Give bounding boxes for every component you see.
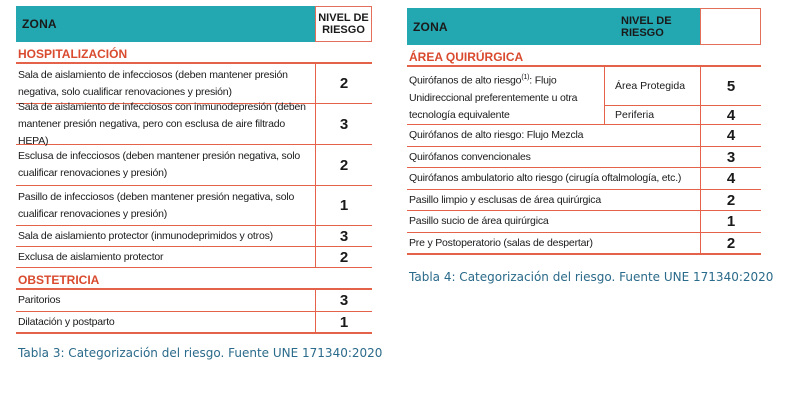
header-nivel: NIVEL DE RIESGO xyxy=(315,6,372,42)
row-label: Sala de aislamiento de infecciosos con inmunodepresión (deben mantener presión negativa, pero con esclusa de aire filtrado HEPA) xyxy=(18,100,306,147)
table-row xyxy=(407,233,761,255)
subrow-label: Área Protegida xyxy=(604,67,700,105)
row-value: 2 xyxy=(700,233,761,253)
row-value: 2 xyxy=(315,145,372,185)
table-4-caption: Tabla 4: Categorización del riesgo. Fuente UNE 171340:2020 xyxy=(409,270,774,284)
row-value: 3 xyxy=(700,147,761,167)
subrow-value: 5 xyxy=(700,67,761,105)
table-row xyxy=(407,125,761,147)
table-row xyxy=(407,211,761,233)
subrow-value: 4 xyxy=(700,106,761,124)
table-row xyxy=(16,290,372,312)
row-value: 1 xyxy=(315,186,372,225)
row-value: 3 xyxy=(315,226,372,246)
header-zona: ZONA xyxy=(407,8,615,45)
row-label: Pasillo de infecciosos (deben mantener presión negativa, solo cualificar renovaciones y presión) xyxy=(18,190,295,220)
row-value: 1 xyxy=(700,211,761,232)
row-value: 2 xyxy=(700,190,761,210)
header-empty-cell xyxy=(700,8,761,45)
merged-label-text: Quirófanos de alto riesgo xyxy=(409,74,522,87)
header-nivel: NIVEL DE RIESGO xyxy=(615,8,700,45)
section-title: ÁREA QUIRÚRGICA xyxy=(407,45,761,67)
table-header xyxy=(16,6,372,42)
header-zona: ZONA xyxy=(16,6,315,42)
row-label: Pasillo sucio de área quirúrgica xyxy=(409,215,549,227)
merged-row xyxy=(407,67,761,125)
merged-subrows xyxy=(604,67,761,124)
row-value: 2 xyxy=(315,64,372,103)
row-label: Pre y Postoperatorio (salas de despertar) xyxy=(409,236,593,249)
table-row xyxy=(16,186,372,226)
table-row xyxy=(16,247,372,268)
row-value: 2 xyxy=(315,247,372,267)
row-value: 3 xyxy=(315,290,372,311)
table-3 xyxy=(16,6,372,334)
subrow-label: Periferia xyxy=(604,106,700,124)
row-value: 4 xyxy=(700,125,761,146)
row-label: Quirófanos de alto riesgo: Flujo Mezcla xyxy=(409,129,584,141)
subrow xyxy=(604,106,761,124)
row-label: Pasillo limpio y esclusas de área quirúrgica xyxy=(409,193,601,206)
merged-row-label xyxy=(407,67,604,124)
row-label: Sala de aislamiento protector (inmunodeprimidos y otros) xyxy=(18,229,273,242)
row-value: 3 xyxy=(315,104,372,144)
table-header xyxy=(407,8,761,45)
table-row xyxy=(407,147,761,168)
row-label: Exclusa de aislamiento protector xyxy=(18,250,164,263)
merged-label-rest: : Flujo Unidireccional preferentemente u otra tecnología equivalente xyxy=(409,74,578,121)
table-row xyxy=(16,226,372,247)
row-label: Quirófanos ambulatorio alto riesgo (cirugía oftalmología, etc.) xyxy=(409,172,682,184)
section-title: HOSPITALIZACIÓN xyxy=(16,42,372,64)
row-label: Sala de aislamiento de infecciosos (deben mantener presión negativa, solo cualificar renovaciones y presión) xyxy=(18,68,288,98)
row-label: Dilatación y postparto xyxy=(18,315,115,328)
table-row xyxy=(407,168,761,190)
row-label: Quirófanos convencionales xyxy=(409,150,531,163)
row-label: Esclusa de infecciosos (deben mantener presión negativa, solo cualificar renovaciones y presión) xyxy=(18,150,300,179)
table-row xyxy=(16,100,372,147)
row-label: Paritorios xyxy=(18,294,61,306)
section-title: OBSTETRICIA xyxy=(16,268,372,290)
table-row xyxy=(407,190,761,211)
table-4 xyxy=(407,8,761,255)
subrow xyxy=(604,67,761,106)
table-row xyxy=(16,312,372,334)
footnote-marker: (1) xyxy=(521,74,530,81)
row-value: 1 xyxy=(315,312,372,332)
table-row xyxy=(16,145,372,186)
table-3-caption: Tabla 3: Categorización del riesgo. Fuente UNE 171340:2020 xyxy=(18,346,383,360)
row-value: 4 xyxy=(700,168,761,189)
